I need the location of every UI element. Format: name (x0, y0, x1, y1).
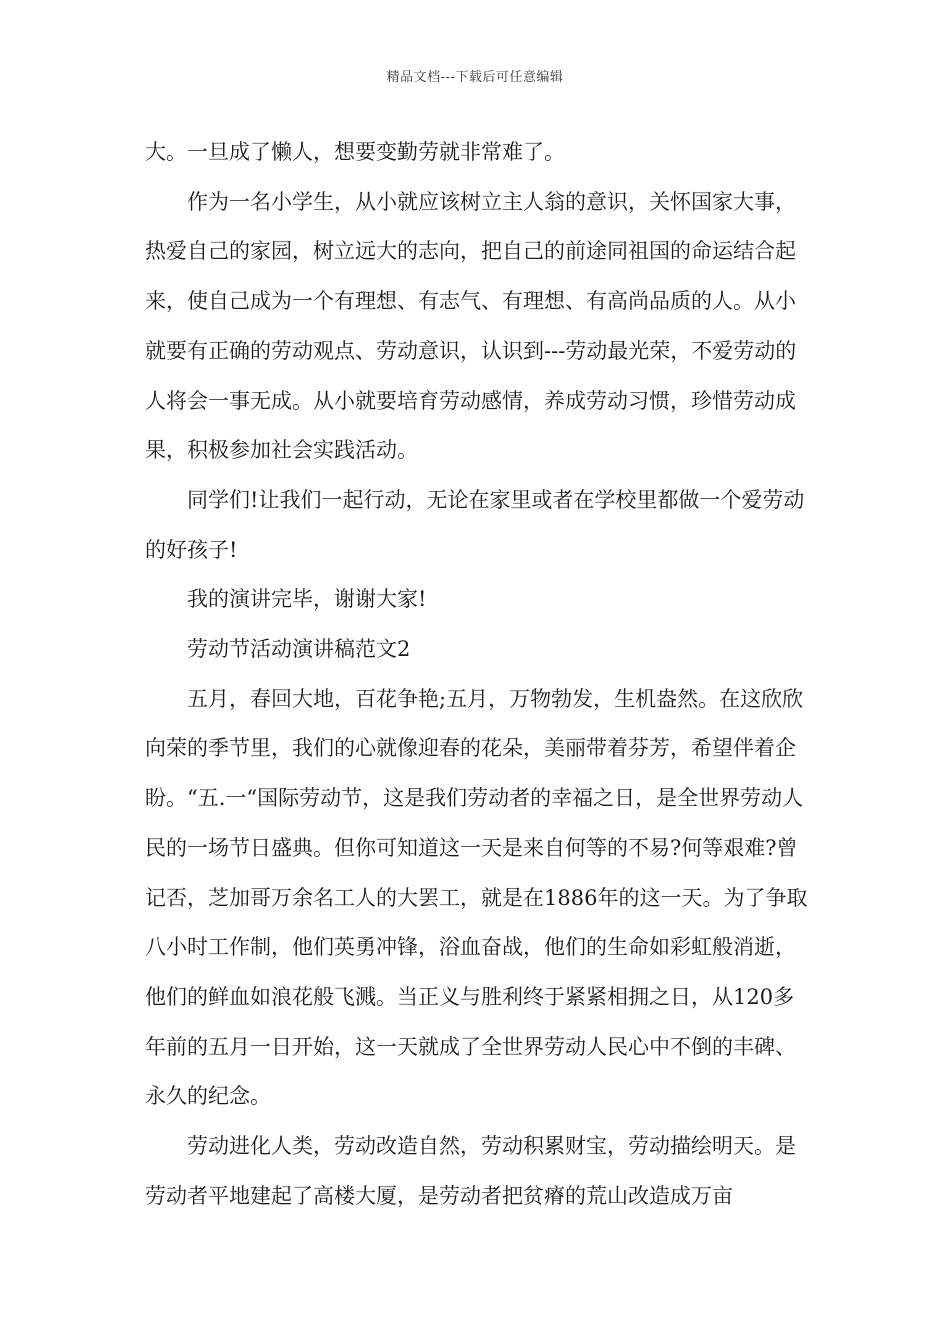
paragraph: 劳动进化人类，劳动改造自然，劳动积累财宝，劳动描绘明天。是劳动者平地建起了高楼大厦，是劳动者把贫瘠的荒山改造成万亩 (145, 1134, 796, 1208)
paragraph: 作为一名小学生，从小就应该树立主人翁的意识，关怀国家大事，热爱自己的家园，树立远大的志向，把自己的前途同祖国的命运结合起来，使自己成为一个有理想、有志气、有理想、有高尚品质的人。从小就要有正确的劳动观点、劳动意识，认识到---劳动最光荣，不爱劳动的人将会一事无成。从小就要培育劳动感情，养成劳动习惯，珍惜劳动成果，积极参加社会实践活动。 (145, 189, 797, 463)
paragraph: 大。一旦成了懒人，想要变勤劳就非常难了。 (145, 140, 565, 164)
section-heading: 劳动节活动演讲稿范文2 (187, 637, 411, 662)
paragraph: 我的演讲完毕，谢谢大家! (187, 587, 427, 612)
document-body (145, 128, 810, 1221)
paragraph: 五月，春回大地，百花争艳;五月，万物勃发，生机盎然。在这欣欣向荣的季节里，我们的心就像迎春的花朵，美丽带着芬芳，希望伴着企盼。“五.一“国际劳动节，这是我们劳动者的幸福之日，是全世界劳动人民的一场节日盛典。但你可知道这一天是来自何等的不易?何等艰难?曾记否，芝加哥万余名工人的大罢工，就是在1886年的这一天。为了争取八小时工作制，他们英勇冲锋，浴血奋战，他们的生命如彩虹般消逝，他们的鲜血如浪花般飞溅。当正义与胜利终于紧紧相拥之日，从120多年前的五月一日开始，这一天就成了全世界劳动人民心中不倒的丰碑、永久的纪念。 (145, 686, 808, 1109)
paragraph: 同学们!让我们一起行动，无论在家里或者在学校里都做一个爱劳动的好孩子! (145, 487, 805, 562)
page-header: 精品文档---下载后可任意编辑 (386, 70, 564, 85)
